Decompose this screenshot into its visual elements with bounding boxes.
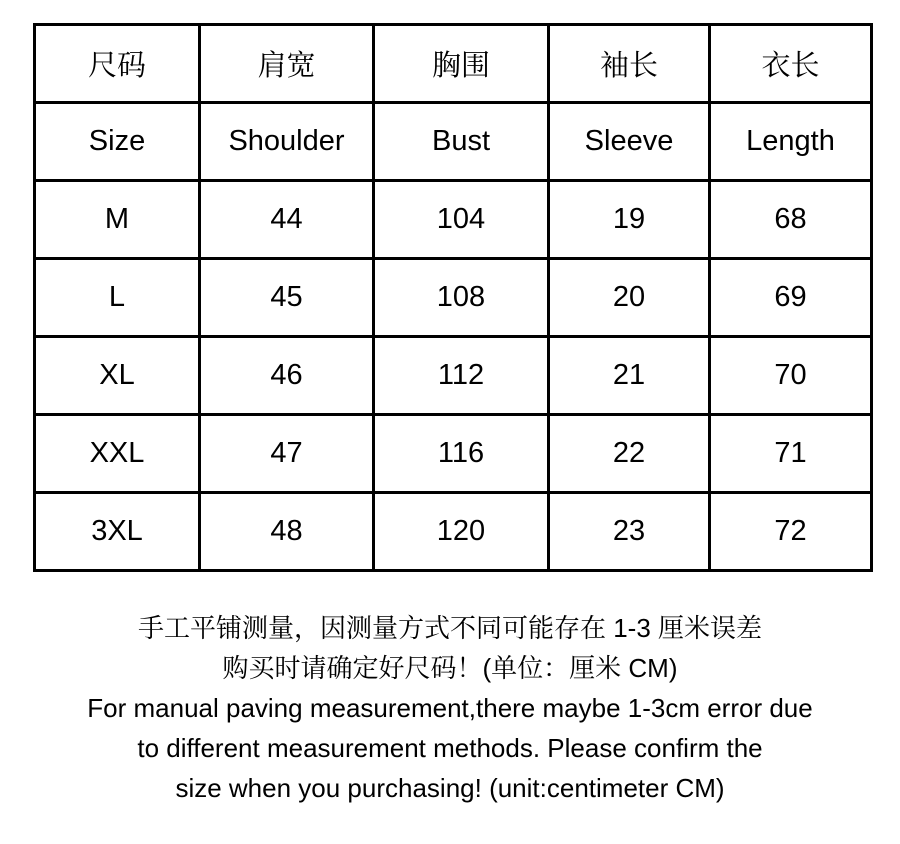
table-row-xl [35,337,872,415]
header-row-en [35,103,872,181]
cell-length: 70 [710,337,872,415]
note-line-cn-2: 购买时请确定好尺码！(单位：厘米 CM) [222,653,678,683]
header-row-cn [35,25,872,103]
table-row-m [35,181,872,259]
table-row-l [35,259,872,337]
cell-shoulder: 46 [200,337,374,415]
cell-size: XXL [35,415,200,493]
header-cell-size-en: Size [35,103,200,181]
cell-size: XL [35,337,200,415]
cell-size: L [35,259,200,337]
cell-shoulder: 47 [200,415,374,493]
header-cell-length-en: Length [710,103,872,181]
header-cell-shoulder-en: Shoulder [200,103,374,181]
cell-length: 71 [710,415,872,493]
cell-length: 69 [710,259,872,337]
note-line-cn-1: 手工平铺测量，因测量方式不同可能存在 1-3 厘米误差 [137,613,763,643]
cell-sleeve: 23 [549,493,710,571]
cell-bust: 112 [374,337,549,415]
cell-shoulder: 48 [200,493,374,571]
table-row-xxl [35,415,872,493]
cell-size: M [35,181,200,259]
note-line-en-1: For manual paving measurement,there maybe 1-3cm error due [87,693,813,723]
cell-size: 3XL [35,493,200,571]
note-line-en-3: size when you purchasing! (unit:centimeter CM) [175,773,725,803]
note-line-en-2: to different measurement methods. Please confirm the [137,733,763,763]
header-cell-size-cn: 尺码 [35,25,200,103]
cell-sleeve: 22 [549,415,710,493]
cell-shoulder: 45 [200,259,374,337]
cell-length: 68 [710,181,872,259]
size-chart-table [33,23,873,572]
cell-bust: 108 [374,259,549,337]
header-cell-sleeve-en: Sleeve [549,103,710,181]
header-cell-length-cn: 衣长 [710,25,872,103]
cell-bust: 120 [374,493,549,571]
cell-sleeve: 19 [549,181,710,259]
header-cell-bust-en: Bust [374,103,549,181]
size-chart-page [0,23,900,844]
cell-shoulder: 44 [200,181,374,259]
cell-length: 72 [710,493,872,571]
header-cell-sleeve-cn: 袖长 [549,25,710,103]
measurement-note [0,608,830,808]
cell-bust: 116 [374,415,549,493]
header-cell-shoulder-cn: 肩宽 [200,25,374,103]
table-row-3xl [35,493,872,571]
header-cell-bust-cn: 胸围 [374,25,549,103]
cell-bust: 104 [374,181,549,259]
cell-sleeve: 20 [549,259,710,337]
cell-sleeve: 21 [549,337,710,415]
